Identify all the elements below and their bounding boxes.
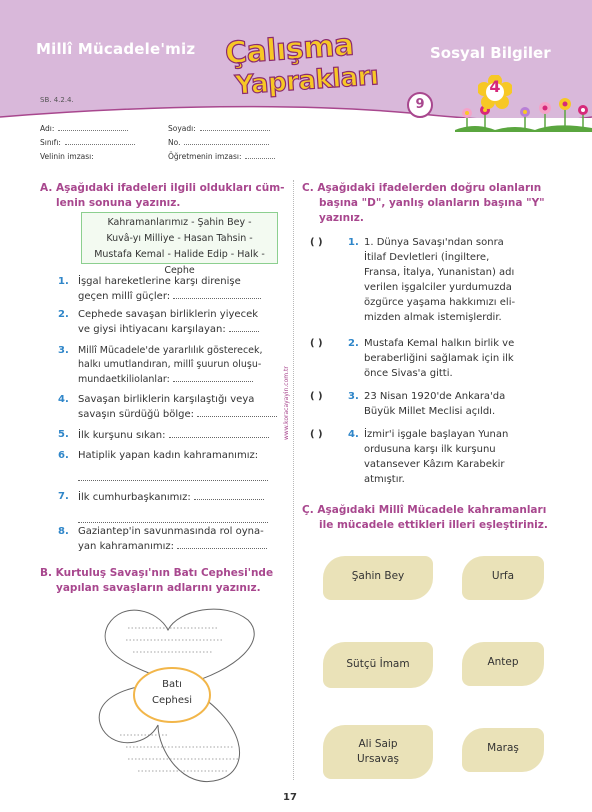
brand-line1: Çalışma [223, 27, 355, 72]
statement-c4: ( ) 4. İzmir'i işgale başlayan Yunan ordusuna karşı ilk kurşunu vatansever Kâzım Karabekir atmıştır. [310, 429, 509, 485]
class-field: Sınıfı: [40, 138, 135, 147]
name-field: Adı: [40, 124, 128, 133]
teacher-signature-field: Öğretmenin imzası: [168, 152, 275, 161]
section-cc-title: Ç. Aşağıdaki Millî Mücadele kahramanları ile mücadele ettikleri illeri eşleştiriniz. [302, 504, 548, 531]
statement-c3: ( ) 3. 23 Nisan 1920'de Ankara'da Büyük Millet Meclisi açıldı. [310, 391, 506, 417]
city-box[interactable]: Antep [462, 642, 544, 686]
answer-blank[interactable]: ( ) [310, 429, 323, 440]
column-divider [293, 180, 294, 780]
flowers-decoration [455, 70, 592, 132]
hero-box[interactable]: Şahin Bey [323, 556, 433, 600]
subject-title: Sosyal Bilgiler [430, 44, 551, 62]
publisher-url: www.koracayayin.com.tr [283, 366, 290, 440]
answer-blank[interactable]: ( ) [310, 237, 323, 248]
curriculum-code: SB. 4.2.4. [40, 96, 74, 104]
number-field: No. [168, 138, 269, 147]
book-title: Millî Mücadele'miz [36, 40, 196, 58]
hero-box[interactable]: Sütçü İmam [323, 642, 433, 688]
parent-signature-field: Velinin imzası: [40, 152, 94, 161]
grade-number: 4 [489, 77, 501, 96]
city-box[interactable]: Maraş [462, 728, 544, 772]
section-c-title: C. Aşağıdaki ifadelerden doğru olanların başına "D", yanlış olanların başına "Y" yazınız. [302, 182, 545, 224]
statement-c1: ( ) 1. 1. Dünya Savaşı'ndan sonra İtilaf Devletleri (İngiltere, Fransa, İtalya, Yunanistan) adı verilen işgalciler yurdumuzda özgürce yaşama hakkımızı eli- mizden almak istemişlerdir. [310, 237, 516, 323]
page-number: 17 [283, 792, 297, 803]
word-bank: Kahramanlarımız - Şahin Bey - Kuvâ-yı Milliye - Hasan Tahsin - Mustafa Kemal - Halide Edip - Halk - Cephe [81, 212, 278, 264]
surname-field: Soyadı: [168, 124, 270, 133]
center-label: Batı Cephesi [152, 679, 192, 706]
answer-blank[interactable]: ( ) [310, 391, 323, 402]
hero-box[interactable] [323, 725, 433, 779]
section-b-title: B. Kurtuluş Savaşı'nın Batı Cephesi'nde yapılan savaşların adlarını yazınız. [40, 567, 274, 594]
hero-name-multiline: Ali Saip Ursavaş [356, 738, 400, 765]
statement-c2: ( ) 2. Mustafa Kemal halkın birlik ve beraberliğini sağlamak için ilk önce Sivas'a gitti. [310, 338, 515, 379]
city-box[interactable]: Urfa [462, 556, 544, 600]
section-a-title: A. Aşağıdaki ifadeleri ilgili oldukları cüm- lenin sonuna yazınız. [40, 182, 285, 209]
answer-blank[interactable]: ( ) [310, 338, 323, 349]
sheet-number: 9 [407, 92, 433, 118]
brand-line2: Yaprakları [234, 61, 380, 101]
